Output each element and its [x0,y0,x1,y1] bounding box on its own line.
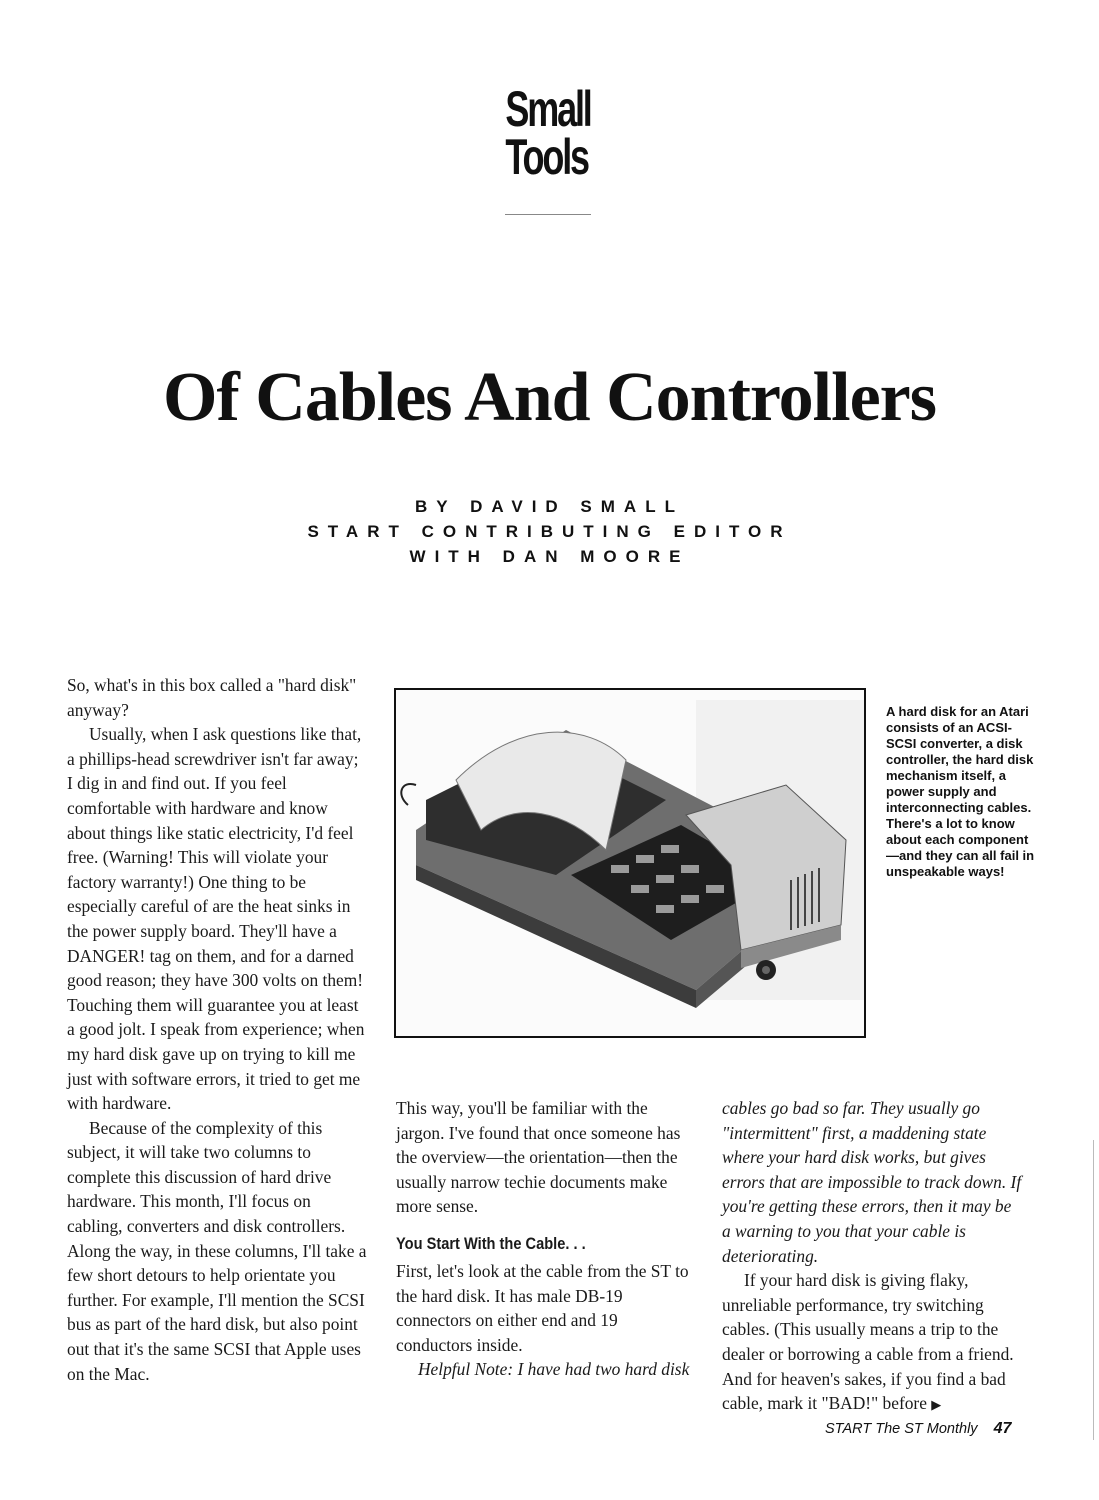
photo-caption: A hard disk for an Atari consists of an ACSI-SCSI converter, a disk controller, the hard disk mechanism itself, a power supply and interconnecting cables. There's a lot to know about each component—and they can all fail in unspeakable ways! [886,704,1035,879]
paragraph: Usually, when I ask questions like that, a phillips-head screwdriver isn't far away; I dig in and find out. If you feel comfortable with hardware and know about things like static electricity, I'd feel free. (Warning! This will violate your factory warranty!) One thing to be especially careful of are the heat sinks in the power supply board. They'll have a DANGER! tag on them, and for a darned good reason; they have 300 volts on them! Touching them will guarantee you at least a good jolt. I speak from experience; when my hard disk gave up on trying to kill me just with software errors, it tried to get me with hardware. [67,724,365,1114]
continue-arrow-icon: ▶ [931,1397,942,1413]
page-edge [1093,1140,1094,1440]
page-footer [825,1420,1035,1438]
byline-author: BY DAVID SMALL [415,497,684,516]
body-column-2 [396,1096,696,1382]
magazine-name: START The ST Monthly [825,1421,978,1437]
byline-coauthor: WITH DAN MOORE [409,547,690,566]
paragraph-text: If your hard disk is giving flaky, unreliable performance, try switching cables. (This usually means a trip to the dealer or borrowing a cable from a friend. And for heaven's sakes, if you find a bad cable, mark it "BAD!" before [722,1270,1014,1414]
paragraph: Helpful Note: I have had two hard disk [418,1359,690,1380]
paragraph [722,1268,1024,1418]
column-logo [505,81,591,185]
page-number: 47 [993,1420,1012,1437]
paragraph: First, let's look at the cable from the ST to the hard disk. It has male DB-19 connectors on either end and 19 conductors inside. [396,1260,689,1355]
article-headline: Of Cables And Controllers [163,359,936,436]
section-subhead: You Start With the Cable. . . [396,1233,586,1253]
logo-divider [505,214,591,215]
paragraph: cables go bad so far. They usually go "intermittent" first, a maddening state where your hard disk works, but gives errors that are impossible to track down. If you're getting these errors, then it may be a warning to you that your cable is deteriorating. [722,1098,1022,1266]
body-column-3 [722,1096,1024,1418]
paragraph: This way, you'll be familiar with the jargon. I've found that once someone has the overview—the orientation—then the usually narrow techie documents make more sense. [396,1098,681,1217]
byline-role: START CONTRIBUTING EDITOR [307,522,792,541]
paragraph: Because of the complexity of this subject, it will take two columns to complete this discussion of hard drive hardware. This month, I'll focus on cabling, converters and disk controllers. Along the way, in these columns, I'll take a few short detours to help orientate you further. For example, I'll mention the SCSI bus as part of the hard disk, but also point out that it's the same SCSI that Apple uses on the Mac. [67,1117,367,1384]
paragraph: So, what's in this box called a "hard disk" anyway? [67,675,357,720]
byline [0,494,1099,569]
column-logo-line2: Tools [505,129,588,185]
body-column-1 [67,673,367,1386]
column-logo-line1: Small [505,81,591,137]
hard-disk-illustration [396,690,864,1036]
hard-disk-photo [394,688,866,1038]
